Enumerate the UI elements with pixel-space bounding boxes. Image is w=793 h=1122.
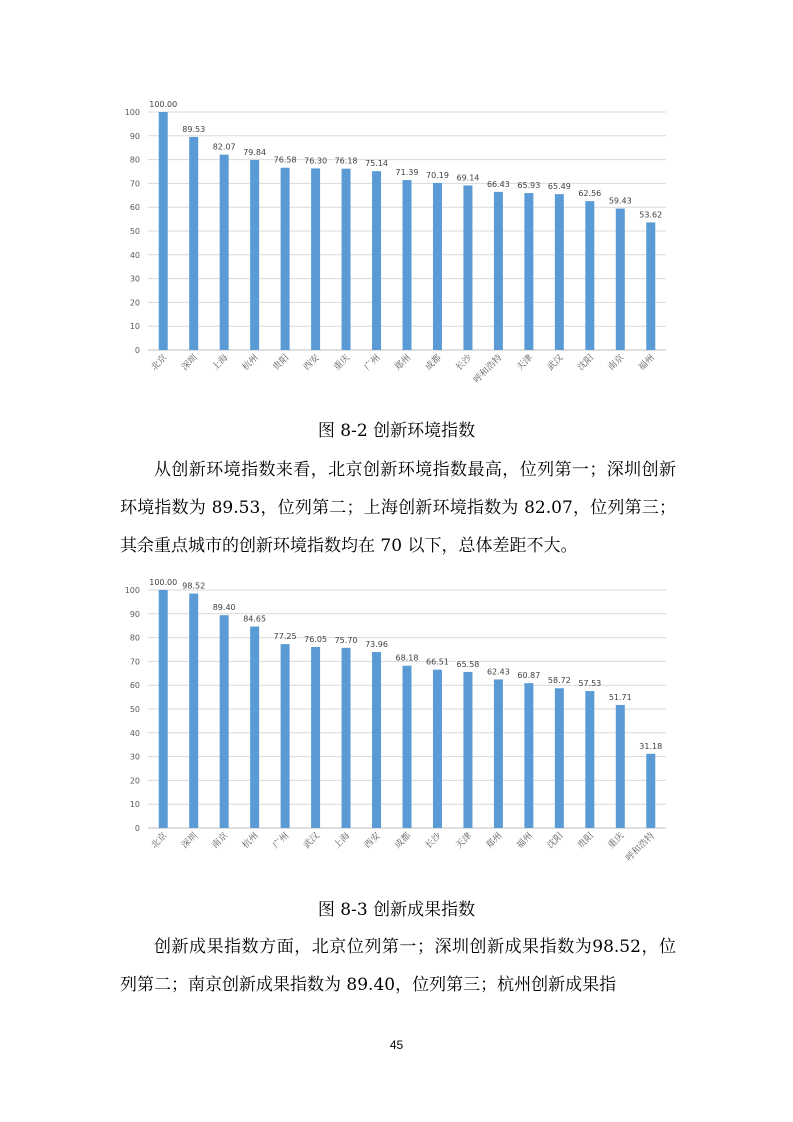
bar: [372, 652, 381, 828]
y-tick-label: 50: [129, 705, 140, 714]
bar: [220, 155, 229, 350]
data-label: 75.70: [334, 635, 358, 645]
data-label: 76.18: [334, 156, 358, 166]
y-tick-label: 40: [129, 250, 140, 260]
data-label: 84.65: [243, 614, 267, 624]
data-label: 62.56: [578, 189, 602, 199]
data-label: 82.07: [212, 142, 236, 152]
data-label: 75.14: [365, 159, 388, 169]
data-label: 79.84: [243, 147, 267, 157]
data-label: 68.18: [395, 653, 419, 663]
bar: [403, 666, 412, 828]
bar: [342, 648, 351, 828]
bar: [342, 169, 351, 350]
chart2-svg: [118, 578, 678, 868]
x-tick-label: 贵阳: [576, 831, 596, 851]
x-tick-label: 南京: [210, 831, 231, 851]
data-label: 100.00: [149, 578, 178, 587]
bar: [403, 180, 412, 350]
x-tick-label: 武汉: [301, 831, 322, 851]
data-label: 70.19: [426, 170, 449, 180]
figure-caption-8-3: 图 8-3 创新成果指数: [317, 900, 476, 920]
x-tick-label: 上海: [210, 353, 231, 373]
y-tick-label: 30: [129, 274, 140, 284]
bar: [646, 754, 655, 828]
bar: [281, 168, 290, 350]
x-tick-label: 北京: [149, 353, 170, 373]
bar: [159, 590, 168, 828]
data-label: 66.43: [486, 179, 510, 189]
bar: [585, 201, 594, 350]
data-label: 65.93: [517, 181, 541, 191]
data-label: 76.05: [304, 635, 328, 645]
figure-caption-8-2: 图 8-2 创新环境指数: [317, 421, 476, 441]
x-tick-label: 广州: [271, 831, 292, 851]
x-tick-label: 福州: [637, 353, 657, 373]
x-tick-label: 天津: [454, 831, 475, 851]
y-tick-label: 100: [124, 586, 140, 595]
y-tick-label: 60: [129, 681, 140, 691]
bar: [159, 112, 168, 350]
paragraph-text: 从创新环境指数来看，北京创新环境指数最高，位列第一；深圳创新环境指数为 89.53，位列第二；上海创新环境指数为 82.07，位列第三；其余重点城市的创新环境指数均在 70 以下，总体差距不大。: [120, 460, 676, 556]
bar: [463, 672, 472, 828]
x-tick-label: 西安: [362, 831, 383, 851]
page-number: 45: [389, 1038, 404, 1052]
x-tick-label: 广州: [362, 353, 383, 373]
data-label: 59.43: [608, 196, 632, 206]
bar: [311, 647, 320, 828]
bar: [250, 160, 259, 350]
x-tick-label: 上海: [332, 831, 353, 851]
data-label: 62.43: [486, 667, 510, 677]
data-label: 65.58: [456, 659, 480, 669]
x-tick-label: 成都: [393, 831, 414, 851]
x-tick-label: 沈阳: [576, 353, 596, 373]
bar: [524, 193, 533, 350]
bar: [433, 183, 442, 350]
data-label: 31.18: [639, 741, 663, 751]
x-tick-label: 长沙: [423, 831, 444, 851]
bar: [494, 679, 503, 828]
x-tick-label: 贵阳: [271, 353, 292, 373]
bar: [189, 137, 198, 350]
x-tick-label: 杭州: [240, 831, 261, 851]
y-tick-label: 40: [129, 728, 140, 738]
data-label: 89.40: [212, 603, 236, 613]
data-label: 77.25: [273, 632, 297, 642]
x-tick-label: 沈阳: [545, 831, 566, 851]
x-tick-label: 福州: [515, 831, 536, 851]
x-tick-label: 重庆: [332, 353, 353, 373]
data-label: 65.49: [547, 182, 571, 192]
x-tick-label: 北京: [149, 831, 170, 851]
y-tick-label: 100: [124, 108, 140, 117]
bar: [281, 644, 290, 828]
bar: [372, 171, 381, 350]
data-label: 76.58: [273, 155, 297, 165]
bar: [646, 222, 655, 350]
bar: [433, 670, 442, 828]
x-tick-label: 南京: [606, 353, 627, 373]
bar: [616, 705, 625, 828]
bar: [616, 209, 625, 350]
x-tick-label: 西安: [301, 353, 322, 373]
x-tick-label: 呼和浩特: [624, 831, 657, 864]
bar: [463, 185, 472, 350]
data-label: 71.39: [395, 168, 419, 178]
y-tick-label: 0: [134, 346, 140, 355]
y-tick-label: 90: [129, 131, 140, 141]
x-tick-label: 郑州: [393, 353, 414, 373]
y-tick-label: 20: [129, 298, 140, 308]
data-label: 66.51: [426, 657, 449, 667]
x-tick-label: 成都: [423, 353, 444, 373]
data-label: 98.52: [182, 581, 206, 591]
y-tick-label: 0: [134, 824, 140, 833]
x-tick-label: 长沙: [454, 353, 475, 373]
x-tick-label: 深圳: [180, 831, 200, 851]
y-tick-label: 70: [129, 657, 140, 667]
x-tick-label: 深圳: [180, 353, 200, 373]
y-tick-label: 30: [129, 752, 140, 762]
data-label: 69.14: [456, 173, 480, 183]
x-tick-label: 呼和浩特: [471, 353, 505, 386]
y-tick-label: 50: [129, 227, 140, 236]
data-label: 89.53: [182, 124, 206, 134]
x-tick-label: 重庆: [606, 831, 627, 851]
data-label: 60.87: [517, 671, 541, 681]
x-tick-label: 天津: [515, 353, 536, 373]
y-tick-label: 90: [129, 609, 140, 619]
bar: [220, 615, 229, 828]
data-label: 57.53: [578, 679, 602, 689]
bar: [494, 192, 503, 350]
x-tick-label: 武汉: [545, 353, 566, 373]
data-label: 58.72: [547, 676, 571, 686]
bar: [555, 688, 564, 828]
y-tick-label: 60: [129, 203, 140, 213]
data-label: 100.00: [149, 100, 178, 109]
data-label: 51.71: [608, 692, 632, 702]
paragraph-text: 创新成果指数方面，北京位列第一；深圳创新成果指数为98.52，位列第二；南京创新成果指数为 89.40，位列第三；杭州创新成果指: [120, 937, 676, 995]
y-tick-label: 80: [129, 155, 140, 165]
bar: [585, 691, 594, 828]
paragraph-innovation-output: [120, 928, 676, 1004]
chart-innovation-output: [118, 578, 678, 868]
y-tick-label: 70: [129, 179, 140, 189]
data-label: 53.62: [639, 210, 663, 220]
bar: [555, 194, 564, 350]
data-label: 73.96: [365, 639, 388, 649]
y-tick-label: 10: [129, 322, 140, 332]
y-tick-label: 20: [129, 776, 140, 786]
paragraph-innovation-environment: [120, 451, 676, 565]
data-label: 76.30: [304, 156, 328, 166]
chart-innovation-environment: [118, 100, 678, 390]
x-tick-label: 郑州: [484, 831, 505, 851]
bar: [524, 683, 533, 828]
bar: [311, 168, 320, 350]
bar: [250, 627, 259, 828]
y-tick-label: 80: [129, 633, 140, 643]
bar: [189, 594, 198, 828]
x-tick-label: 杭州: [240, 353, 261, 373]
y-tick-label: 10: [129, 800, 140, 810]
chart1-svg: [118, 100, 678, 390]
